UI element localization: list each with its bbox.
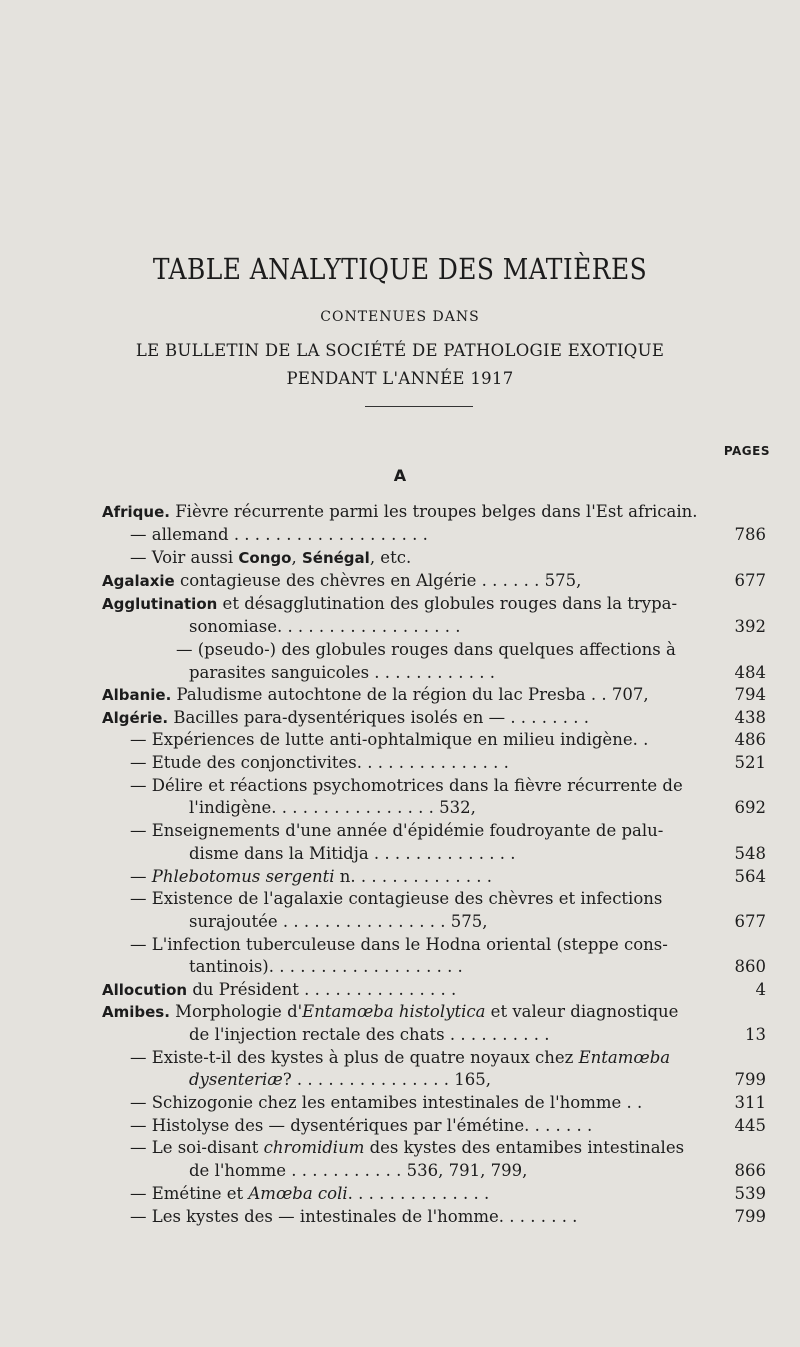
entry-text-part: — Voir aussi bbox=[130, 548, 239, 567]
index-entry-line bbox=[0, 1115, 800, 1137]
entry-page-number: 799 bbox=[734, 1207, 766, 1226]
index-entry-line bbox=[0, 1069, 800, 1091]
entry-text-part: ? . . . . . . . . . . . . . . . 165, bbox=[282, 1070, 491, 1089]
entry-page-number: 445 bbox=[734, 1116, 766, 1135]
entry-text-part: — Existe-t-il des kystes à plus de quatre noyaux chez bbox=[130, 1048, 579, 1067]
entry-bold-term: Congo bbox=[238, 549, 292, 567]
entry-text bbox=[189, 956, 463, 978]
entry-text-part: , etc. bbox=[369, 548, 412, 567]
entry-text bbox=[130, 1115, 592, 1137]
entry-text bbox=[189, 797, 476, 819]
entry-text-part: — Emétine et bbox=[130, 1184, 249, 1203]
index-entry-line bbox=[0, 1092, 800, 1114]
index-entry-line bbox=[0, 956, 800, 978]
entry-heading: Agalaxie bbox=[102, 572, 175, 590]
entry-page-number: 794 bbox=[734, 685, 766, 704]
entry-text bbox=[102, 707, 589, 729]
entry-text-part: — L'infection tuberculeuse dans le Hodna oriental (steppe cons- bbox=[130, 935, 668, 954]
index-entry-line bbox=[0, 752, 800, 774]
entry-text-part: sonomiase. . . . . . . . . . . . . . . . . . bbox=[189, 617, 461, 636]
entry-text bbox=[130, 775, 683, 797]
entry-heading: Allocution bbox=[102, 981, 188, 999]
entry-text-part: contagieuse des chèvres en Algérie . . . . . . 575, bbox=[174, 571, 582, 590]
entry-text-part: — Etude des conjonctivites. . . . . . . . . . . . . . . bbox=[130, 753, 509, 772]
entry-text-part: — Délire et réactions psychomotrices dans la fièvre récurrente de bbox=[130, 776, 683, 795]
entry-page-number: 4 bbox=[755, 980, 766, 999]
entry-text bbox=[102, 570, 581, 592]
entry-page-number: 786 bbox=[734, 525, 766, 544]
entry-text bbox=[130, 729, 648, 751]
entry-text bbox=[130, 934, 668, 956]
entry-page-number: 484 bbox=[734, 663, 766, 682]
subtitle-bulletin: LE BULLETIN DE LA SOCIÉTÉ DE PATHOLOGIE EXOTIQUE bbox=[135, 341, 665, 360]
entry-text bbox=[102, 593, 677, 615]
entry-text-part: et désagglutination des globules rouges dans la trypa- bbox=[217, 594, 678, 613]
index-entry-line bbox=[0, 866, 800, 888]
entry-page-number: 677 bbox=[734, 912, 766, 931]
entry-heading: Afrique. bbox=[102, 503, 170, 521]
index-entry-line bbox=[0, 501, 800, 523]
entry-text-part: — Expériences de lutte anti-ophtalmique en milieu indigène. . bbox=[130, 730, 649, 749]
index-entry-line bbox=[0, 1206, 800, 1228]
index-entry-line bbox=[0, 775, 800, 797]
section-letter: A bbox=[393, 466, 407, 485]
entry-heading: Algérie. bbox=[102, 709, 169, 727]
entry-text-part: de l'homme . . . . . . . . . . . 536, 791, 799, bbox=[189, 1161, 528, 1180]
entry-text-part: Bacilles para-dysentériques isolés en — . . . . . . . . bbox=[168, 708, 589, 727]
entry-text bbox=[130, 866, 492, 888]
entry-page-number: 548 bbox=[734, 844, 766, 863]
entry-text bbox=[102, 1001, 678, 1023]
entry-text-part: — Histolyse des — dysentériques par l'émétine. . . . . . . bbox=[130, 1116, 593, 1135]
entry-text bbox=[130, 1183, 489, 1205]
entry-italic-term: chromidium bbox=[263, 1138, 365, 1157]
entry-text bbox=[189, 616, 461, 638]
entry-italic-term: Entamœba bbox=[578, 1048, 671, 1067]
index-entry-line bbox=[0, 707, 800, 729]
entry-bold-term: Sénégal bbox=[301, 549, 370, 567]
index-entry-line bbox=[0, 570, 800, 592]
entry-heading: Agglutination bbox=[102, 595, 218, 613]
entry-page-number: 860 bbox=[734, 957, 766, 976]
entry-italic-term: Entamœba histolytica bbox=[302, 1002, 486, 1021]
entry-text-part: et valeur diagnostique bbox=[485, 1002, 679, 1021]
title-divider bbox=[365, 406, 473, 407]
entry-text-part: des kystes des entamibes intestinales bbox=[364, 1138, 685, 1157]
entry-text bbox=[130, 820, 663, 842]
index-entry-line bbox=[0, 593, 800, 615]
index-entry-line bbox=[0, 888, 800, 910]
subtitle-contained: CONTENUES DANS bbox=[320, 309, 480, 325]
index-entry-line bbox=[0, 639, 800, 661]
entry-text bbox=[130, 888, 662, 910]
entry-text bbox=[130, 1137, 684, 1159]
entry-text-part: , bbox=[291, 548, 302, 567]
index-entry-line bbox=[0, 843, 800, 865]
entry-page-number: 692 bbox=[734, 798, 766, 817]
entry-text-part: Fièvre récurrente parmi les troupes belges dans l'Est africain. bbox=[169, 502, 698, 521]
entry-text bbox=[189, 843, 516, 865]
entry-text bbox=[130, 752, 509, 774]
entry-page-number: 539 bbox=[734, 1184, 766, 1203]
entry-page-number: 438 bbox=[734, 708, 766, 727]
index-entry-line bbox=[0, 797, 800, 819]
entry-text-part: Paludisme autochtone de la région du lac Presba . . 707, bbox=[171, 685, 649, 704]
entry-text bbox=[189, 662, 495, 684]
index-entry-line bbox=[0, 1160, 800, 1182]
entry-text bbox=[130, 1092, 642, 1114]
entry-text-part: — Les kystes des — intestinales de l'homme. . . . . . . . bbox=[130, 1207, 578, 1226]
entry-text-part: parasites sanguicoles . . . . . . . . . . . . bbox=[189, 663, 495, 682]
entry-page-number: 13 bbox=[745, 1025, 766, 1044]
entry-page-number: 677 bbox=[734, 571, 766, 590]
entry-text bbox=[189, 1160, 527, 1182]
index-entry-line bbox=[0, 979, 800, 1001]
entry-text-part: — bbox=[130, 867, 152, 886]
entry-text-part: tantinois). . . . . . . . . . . . . . . . . . . bbox=[189, 957, 463, 976]
entry-heading: Amibes. bbox=[102, 1003, 170, 1021]
entry-text-part: l'indigène. . . . . . . . . . . . . . . . 532, bbox=[189, 798, 476, 817]
index-entry-line bbox=[0, 684, 800, 706]
entry-text bbox=[189, 1069, 491, 1091]
entry-text-part: — Enseignements d'une année d'épidémie foudroyante de palu- bbox=[130, 821, 664, 840]
entry-text-part: disme dans la Mitidja . . . . . . . . . . . . . . bbox=[189, 844, 516, 863]
pages-column-label: PAGES bbox=[723, 444, 770, 458]
entry-text-part: n. . . . . . . . . . . . . . bbox=[334, 867, 493, 886]
entry-italic-term: Phlebotomus sergenti bbox=[151, 867, 335, 886]
index-entry-line bbox=[0, 547, 800, 569]
entry-text bbox=[130, 1047, 670, 1069]
index-entry-line bbox=[0, 616, 800, 638]
index-entry-line bbox=[0, 524, 800, 546]
entry-text-part: de l'injection rectale des chats . . . . . . . . . . bbox=[189, 1025, 550, 1044]
entry-text bbox=[189, 911, 487, 933]
entry-text-part: — Existence de l'agalaxie contagieuse des chèvres et infections bbox=[130, 889, 663, 908]
entry-page-number: 521 bbox=[734, 753, 766, 772]
entry-page-number: 866 bbox=[734, 1161, 766, 1180]
entry-italic-term: dysenteriæ bbox=[189, 1070, 283, 1089]
entry-text bbox=[102, 979, 456, 1001]
index-entry-line bbox=[0, 820, 800, 842]
index-entry-line bbox=[0, 911, 800, 933]
entry-text-part: Morphologie d' bbox=[169, 1002, 303, 1021]
entry-text-part: — Schizogonie chez les entamibes intestinales de l'homme . . bbox=[130, 1093, 643, 1112]
index-entry-line bbox=[0, 1024, 800, 1046]
entry-text-part: du Président . . . . . . . . . . . . . . . bbox=[187, 980, 457, 999]
index-entry-line bbox=[0, 1047, 800, 1069]
index-entry-line bbox=[0, 934, 800, 956]
entry-italic-term: Amœba coli bbox=[248, 1184, 348, 1203]
entry-text bbox=[176, 639, 676, 661]
entry-text-part: — Le soi-disant bbox=[130, 1138, 264, 1157]
index-entry-line bbox=[0, 1001, 800, 1023]
entry-page-number: 311 bbox=[734, 1093, 766, 1112]
index-entry-line bbox=[0, 1183, 800, 1205]
entry-text-part: . . . . . . . . . . . . . . bbox=[347, 1184, 490, 1203]
entry-page-number: 392 bbox=[734, 617, 766, 636]
entry-text-part: surajoutée . . . . . . . . . . . . . . . . 575, bbox=[189, 912, 488, 931]
index-entry-line bbox=[0, 729, 800, 751]
page-title: TABLE ANALYTIQUE DES MATIÈRES bbox=[152, 252, 648, 286]
entry-page-number: 564 bbox=[734, 867, 766, 886]
entry-page-number: 799 bbox=[734, 1070, 766, 1089]
entry-text bbox=[130, 1206, 577, 1228]
entry-text bbox=[189, 1024, 550, 1046]
entry-page-number: 486 bbox=[734, 730, 766, 749]
subtitle-year: PENDANT L'ANNÉE 1917 bbox=[286, 369, 514, 388]
entry-text bbox=[102, 501, 698, 523]
entry-heading: Albanie. bbox=[102, 686, 172, 704]
index-entry-line bbox=[0, 1137, 800, 1159]
entry-text bbox=[130, 547, 411, 569]
index-entry-line bbox=[0, 662, 800, 684]
entry-text-part: — allemand . . . . . . . . . . . . . . . . . . . bbox=[130, 525, 428, 544]
entry-text-part: — (pseudo-) des globules rouges dans quelques affections à bbox=[176, 640, 676, 659]
entry-text bbox=[130, 524, 428, 546]
entry-text bbox=[102, 684, 649, 706]
